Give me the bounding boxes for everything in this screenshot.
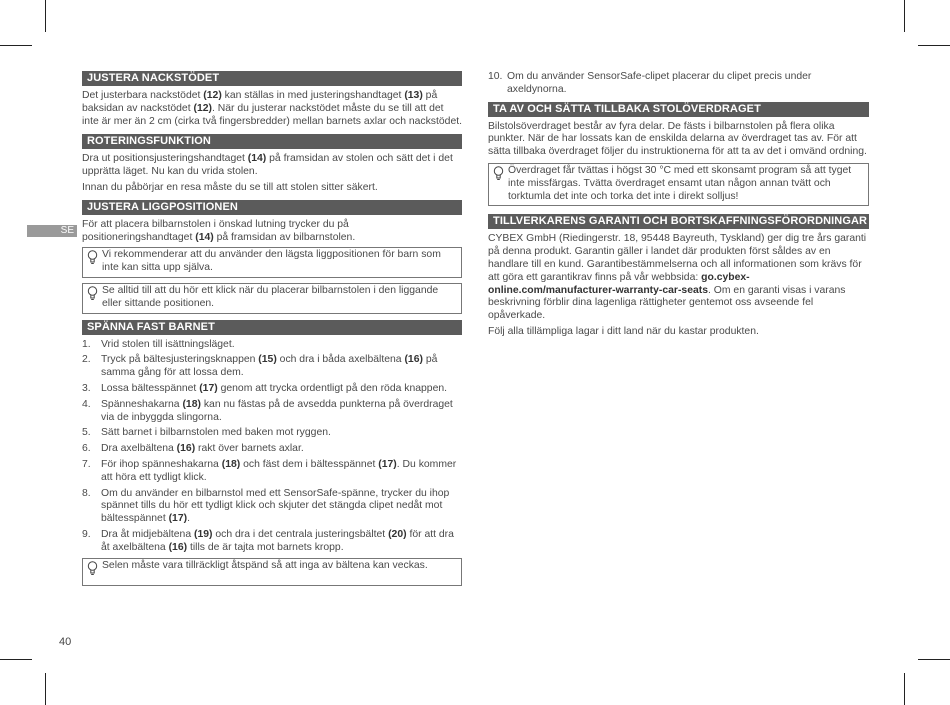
crop-mark xyxy=(0,659,32,660)
right-column xyxy=(488,71,869,342)
list-item: 5. Sätt barnet i bilbarnstolen med baken mot ryggen. xyxy=(82,427,331,439)
page-number: 40 xyxy=(59,636,72,648)
section-heading: TILLVERKARENS GARANTI OCH BORTSKAFFNINGSFÖRORDNINGAR xyxy=(488,214,869,229)
list-item: 2. Tryck på bältesjusteringsknappen (15) och dra i båda axelbältena (16) på samma gång för att lossa dem. xyxy=(82,354,438,379)
list-item: 4. Spänneshakarna (18) kan nu fästas på de avsedda punkterna på överdraget via de inbyggda slingorna. xyxy=(82,398,453,423)
section-heading: JUSTERA NACKSTÖDET xyxy=(82,71,462,86)
paragraph: Innan du påbörjar en resa måste du se till att stolen sitter säkert. xyxy=(82,181,378,193)
list-item: 1. Vrid stolen till isättningsläget. xyxy=(82,338,235,350)
tip-note: Se alltid till att du hör ett klick när du placerar bilbarnstolen i den liggande eller sittande positionen. xyxy=(82,283,462,314)
paragraph: Dra ut positionsjusteringshandtaget (14) på framsidan av stolen och sätt det i det upprätta läget. Nu kan du vrida stolen. xyxy=(82,153,453,178)
crop-mark xyxy=(918,659,950,660)
crop-mark xyxy=(918,45,950,46)
crop-mark xyxy=(45,673,46,705)
list-item: 3. Lossa bältesspännet (17) genom att trycka ordentligt på den röda knappen. xyxy=(82,382,448,394)
lightbulb-icon xyxy=(87,561,98,576)
crop-mark xyxy=(0,45,32,46)
tip-note: Selen måste vara tillräckligt åtspänd så att inga av bältena kan veckas. xyxy=(82,558,462,587)
lightbulb-icon xyxy=(87,286,98,301)
paragraph: CYBEX GmbH (Riedingerstr. 18, 95448 Bayreuth, Tyskland) ger dig tre års garanti på denna produkt. Garantin gäller i landet där produkten först såldes av en handlare till en kund. Garantibestämmelserna och all informationen som krävs för att göra ett garantikrav finns på vår webbsida: go.cybex-online.com/manufacturer-warranty-car-seats. Om en garanti visas i varans beskrivning förblir dina lagenliga rättigheter gentemot oss avseende fel opåverkade. xyxy=(488,233,867,322)
paragraph: För att placera bilbarnstolen i önskad lutning trycker du på positioneringshandtaget (14) på framsidan av bilbarnstolen. xyxy=(82,218,356,243)
list-item: 10. Om du använder SensorSafe-clipet placerar du clipet precis under axeldynorna. xyxy=(488,71,812,95)
left-column xyxy=(82,71,462,591)
list-item: 6. Dra axelbältena (16) rakt över barnets axlar. xyxy=(82,443,304,455)
crop-mark xyxy=(904,0,905,32)
section-heading: TA AV OCH SÄTTA TILLBAKA STOLÖVERDRAGET xyxy=(488,102,869,117)
crop-mark xyxy=(904,673,905,705)
tip-note: Överdraget får tvättas i högst 30 °C med ett skonsamt program så att tyget inte missfärgas. Tvätta överdraget ensamt utan någon annan tvätt och torktumla det inte och torka det inte i direkt solljus! xyxy=(488,163,869,206)
list-item: 9. Dra åt midjebältena (19) och dra i det centrala justeringsbältet (20) för att dra åt axelbältena (16) tills de är tajta mot barnets kropp. xyxy=(82,528,454,553)
section-heading: SPÄNNA FAST BARNET xyxy=(82,320,462,335)
language-tab: SE xyxy=(27,225,77,237)
list-item: 8. Om du använder en bilbarnstol med ett SensorSafe-spänne, trycker du ihop spännet tills du hör ett tydligt klick och skjuter det stängda clipet nedåt mot bältesspännet (17). xyxy=(82,487,450,525)
warranty-link[interactable]: go.cybex-online.com/manufacturer-warranty-car-seats xyxy=(488,271,750,296)
section-heading: JUSTERA LIGGPOSITIONEN xyxy=(82,200,462,215)
lightbulb-icon xyxy=(493,166,504,181)
step-list xyxy=(82,339,462,555)
crop-mark xyxy=(45,0,46,32)
paragraph: Följ alla tillämpliga lagar i ditt land när du kastar produkten. xyxy=(488,325,759,337)
tip-note: Vi rekommenderar att du använder den lägsta liggpositionen för barn som inte kan sitta upp själva. xyxy=(82,247,462,278)
paragraph: Bilstolsöverdraget består av fyra delar. De fästs i bilbarnstolen på flera olika punkter. När de har lossats kan de enskilda delarna av överdraget tas av. För att sätta tillbaka överdraget följer du instruktionerna för att ta av det i omvänd ordning. xyxy=(488,120,867,158)
section-heading: ROTERINGSFUNKTION xyxy=(82,134,462,149)
paragraph: Det justerbara nackstödet (12) kan ställas in med justeringshandtaget (13) på baksidan av nackstödet (12). När du justerar nackstödet måste du se till att det inte är mer än 2 cm (cirka två fingersbredder) mellan barnets axlar och nackstödet. xyxy=(82,90,463,127)
lightbulb-icon xyxy=(87,250,98,265)
list-item: 7. För ihop spänneshakarna (18) och fäst dem i bältesspännet (17). Du kommer att höra ett tydligt klick. xyxy=(82,458,457,483)
